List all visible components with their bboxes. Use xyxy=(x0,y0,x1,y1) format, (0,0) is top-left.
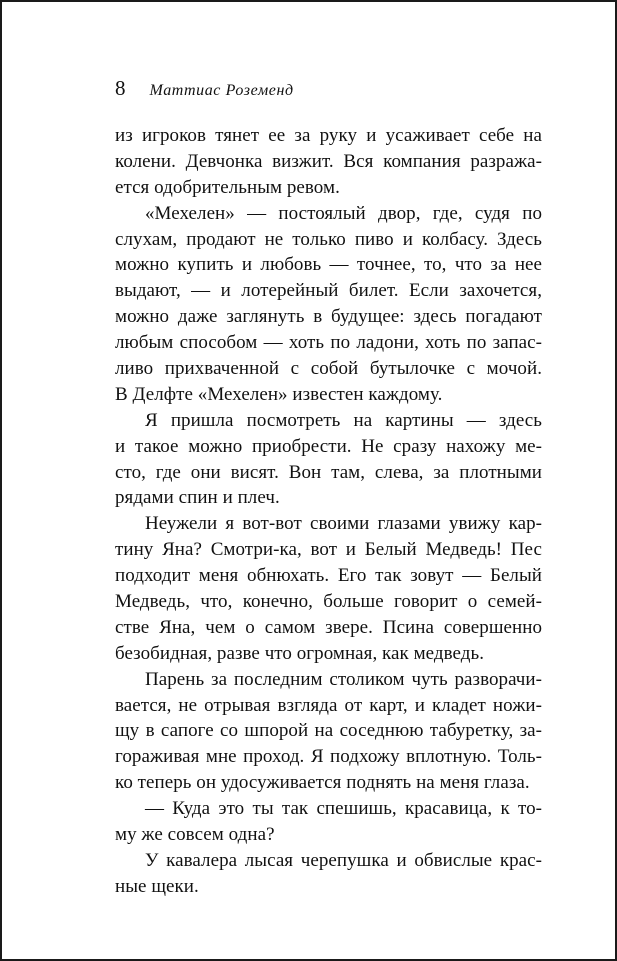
paragraph xyxy=(115,201,542,408)
text-line: сто, где они висят. Вон там, слева, за плотными xyxy=(115,461,542,483)
text-line: можно купить и любовь — точнее, то, что за нее xyxy=(115,254,542,276)
text-line: Медведь, что, конечно, больше говорит о семей- xyxy=(115,591,542,613)
paragraph xyxy=(115,848,542,900)
text-line: Парень за последним столиком чуть разворачи- xyxy=(145,668,542,690)
text-line: гораживая мне проход. Я подхожу вплотную. Толь- xyxy=(115,746,542,768)
text-line: тину Яна? Смотри-ка, вот и Белый Медведь! Пес xyxy=(115,539,542,561)
paragraph xyxy=(115,511,542,666)
body-text xyxy=(115,123,542,900)
text-line: из игроков тянет ее за руку и усаживает себе на xyxy=(115,125,542,146)
paragraph xyxy=(115,123,542,201)
paragraph xyxy=(115,667,542,796)
text-line: подходит меня обнюхать. Его так зовут — Белый xyxy=(115,565,542,587)
text-line: щу в сапоге со шпорой на соседнюю табуретку, за- xyxy=(115,720,542,742)
page-number: 8 xyxy=(115,76,126,100)
text-line: В Делфте «Мехелен» известен каждому. xyxy=(115,383,443,405)
text-line: Я пришла посмотреть на картины — здесь xyxy=(145,409,542,431)
page-header xyxy=(115,76,294,100)
text-line: можно даже заглянуть в будущее: здесь погадают xyxy=(115,306,542,328)
text-line: У кавалера лысая черепушка и обвислые крас- xyxy=(145,849,542,871)
text-line: му же совсем одна? xyxy=(115,824,275,846)
text-line: стве Яна, чем о самом звере. Псина совершенно xyxy=(115,616,542,638)
text-line: ется одобрительным ревом. xyxy=(115,176,340,198)
text-line: слухам, продают не только пиво и колбасу. Здесь xyxy=(115,228,542,250)
text-line: Неужели я вот-вот своими глазами увижу кар- xyxy=(145,513,542,535)
text-line: ливо прихваченной с собой бутылочке с мочой. xyxy=(115,358,542,380)
text-line: колени. Девчонка визжит. Вся компания разража- xyxy=(115,150,542,172)
text-line: «Мехелен» — постоялый двор, где, судя по xyxy=(145,202,542,224)
text-line: рядами спин и плеч. xyxy=(115,487,280,509)
text-line: безобидная, разве что огромная, как медведь. xyxy=(115,642,485,664)
text-line: выдают, — и лотерейный билет. Если захочется, xyxy=(115,280,542,302)
text-line: и такое можно приобрести. Не сразу нахожу ме- xyxy=(115,435,542,457)
text-line: любым способом — хоть по ладони, хоть по запас- xyxy=(115,332,542,354)
text-line: ные щеки. xyxy=(115,875,199,897)
paragraph xyxy=(115,408,542,512)
text-line: вается, не отрывая взгляда от карт, и кладет ножи- xyxy=(115,694,542,716)
running-title: Маттиас Роземенд xyxy=(149,82,294,99)
paragraph xyxy=(115,796,542,848)
text-line: — Куда это ты так спешишь, красавица, к то- xyxy=(145,798,542,820)
text-line: ко теперь он удосуживается поднять на меня глаза. xyxy=(115,772,530,794)
